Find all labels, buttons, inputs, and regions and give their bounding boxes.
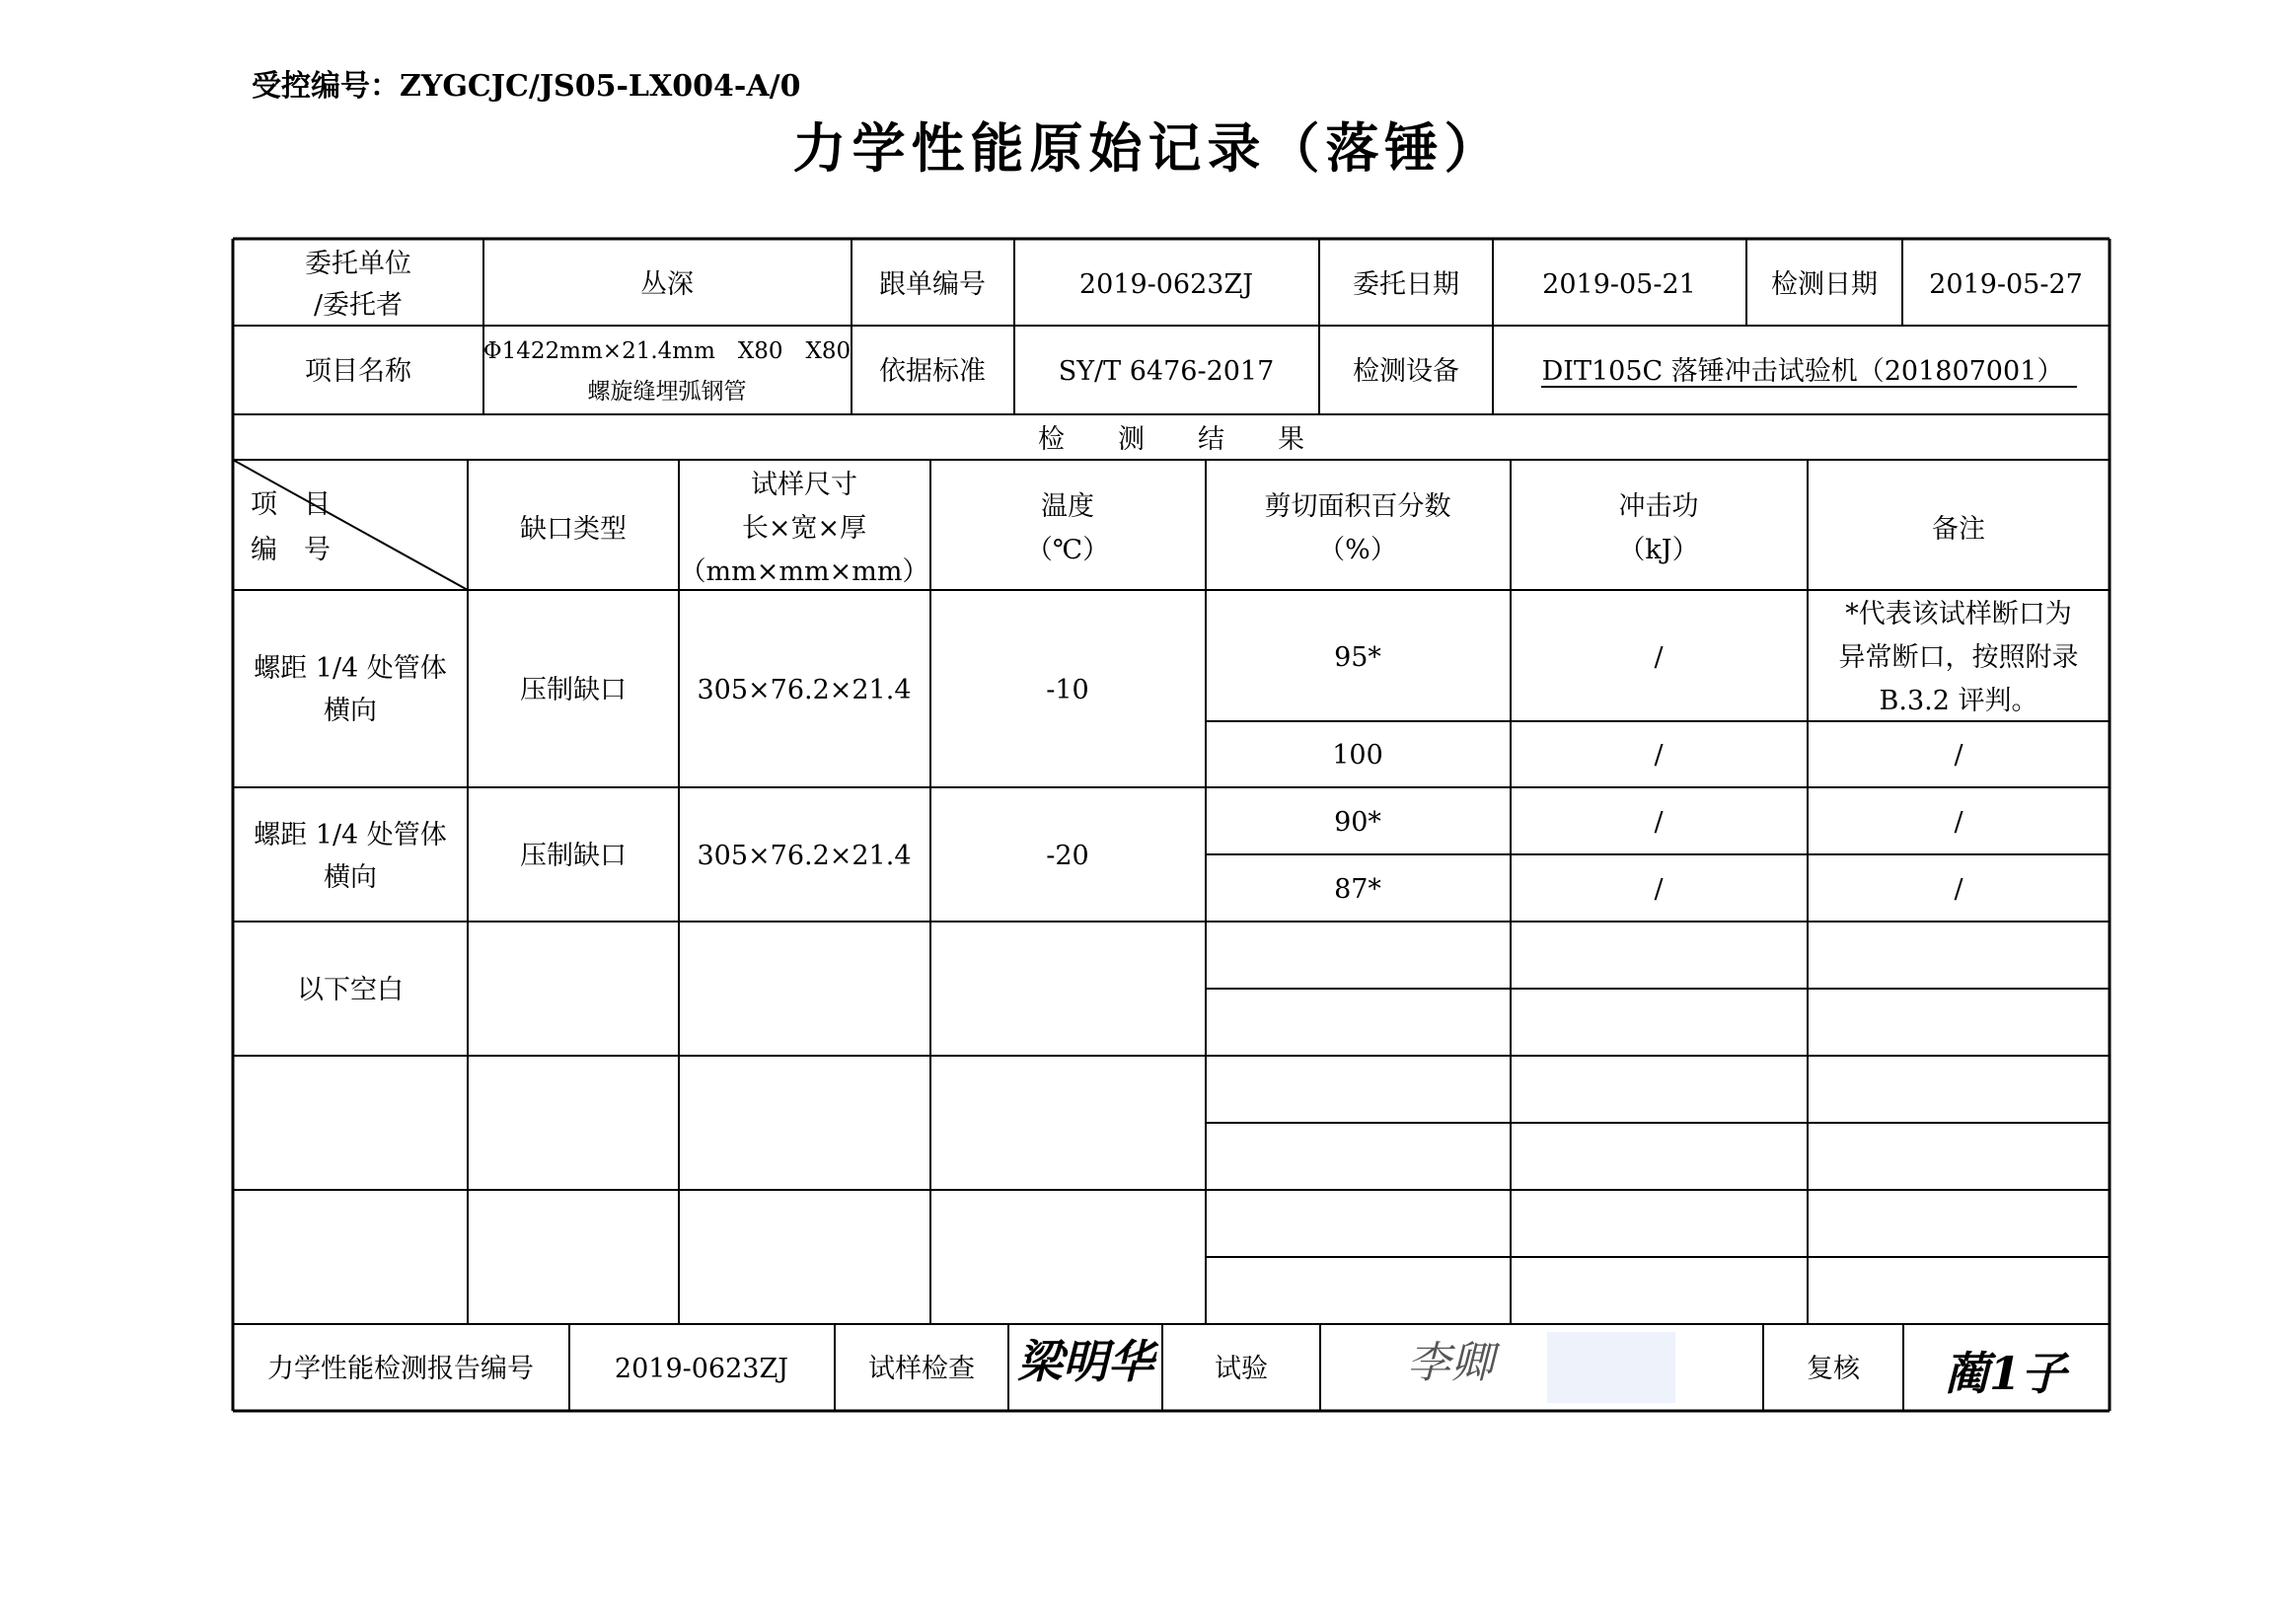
col-size-line1: 试样尺寸 [751, 470, 857, 500]
group2-row1-shear: 90* [1334, 807, 1381, 838]
col-shear-line2: （%） [1318, 535, 1397, 565]
project-line1: Φ1422mm×21.4mm X80 X80 [482, 338, 852, 364]
col-energy-line1: 冲击功 [1618, 491, 1699, 522]
project-line2: 螺旋缝埋弧钢管 [587, 379, 747, 405]
group1-row2-energy: / [1654, 740, 1664, 771]
test-signature: 李卿 [1407, 1338, 1494, 1388]
standard-label: 依据标准 [879, 356, 986, 387]
col-size-line3: （mm×mm×mm） [679, 556, 929, 587]
group2-row1-energy: / [1654, 807, 1664, 838]
col-remarks: 备注 [1932, 514, 1985, 545]
corner-item-label: 项 目 [251, 489, 331, 520]
equipment-label: 检测设备 [1353, 356, 1459, 387]
control-number: 受控编号：ZYGCJC/JS05-LX004-A/0 [252, 69, 801, 104]
sample-check-label: 试样检查 [868, 1354, 975, 1384]
col-notch-type: 缺口类型 [520, 514, 627, 545]
group2-row2-energy: / [1654, 874, 1664, 905]
tracking-no-label: 跟单编号 [879, 269, 986, 300]
group2-row1-remark: / [1954, 807, 1963, 838]
equipment-value: DIT105C 落锤冲击试验机（201807001） [1541, 356, 2064, 387]
client-label-line2: /委托者 [313, 290, 404, 321]
sample-check-signature: 梁明华 [1017, 1335, 1153, 1388]
col-shear-line1: 剪切面积百分数 [1264, 491, 1451, 522]
group1-row1-remark-line2: 异常断口，按照附录 [1838, 642, 2079, 673]
report-no-value: 2019-0623ZJ [614, 1354, 789, 1384]
test-label: 试验 [1215, 1354, 1268, 1384]
test-date-value: 2019-05-27 [1929, 269, 2083, 300]
col-temp-line2: （℃） [1025, 535, 1110, 565]
col-temp-line1: 温度 [1041, 491, 1094, 522]
redaction-box [1547, 1332, 1675, 1403]
client-label-line1: 委托单位 [305, 249, 411, 279]
project-label: 项目名称 [305, 356, 411, 387]
group2-notch: 压制缺口 [520, 841, 627, 871]
tracking-no-value: 2019-0623ZJ [1078, 269, 1254, 300]
group1-row1-remark-line3: B.3.2 评判。 [1879, 686, 2038, 716]
review-signature: 蔺1子 [1943, 1347, 2067, 1400]
client-value: 丛深 [640, 269, 694, 300]
corner-number-label: 编 号 [251, 535, 331, 565]
group1-row1-remark-line1: *代表该试样断口为 [1845, 599, 2072, 629]
report-no-label: 力学性能检测报告编号 [267, 1354, 534, 1384]
group1-notch: 压制缺口 [520, 675, 627, 705]
group1-row1-energy: / [1654, 642, 1664, 673]
group2-temp: -20 [1046, 841, 1089, 871]
results-title: 检 测 结 果 [1038, 424, 1304, 455]
blank-note: 以下空白 [297, 975, 404, 1005]
group1-item-line1: 螺距 1/4 处管体 [254, 653, 447, 684]
test-date-label: 检测日期 [1771, 269, 1878, 300]
group1-item-line2: 横向 [324, 696, 377, 726]
table-grid [233, 239, 2110, 1411]
group1-row1-shear: 95* [1334, 642, 1381, 673]
group1-size: 305×76.2×21.4 [697, 675, 912, 705]
col-energy-line2: （kJ） [1618, 535, 1699, 565]
commission-date-label: 委托日期 [1353, 269, 1459, 300]
group2-item-line2: 横向 [324, 862, 377, 893]
group2-size: 305×76.2×21.4 [697, 841, 912, 871]
review-label: 复核 [1807, 1354, 1860, 1384]
group1-temp: -10 [1046, 675, 1089, 705]
group1-row2-remark: / [1954, 740, 1963, 771]
group2-row2-remark: / [1954, 874, 1963, 905]
document-title: 力学性能原始记录（落锤） [792, 116, 1504, 180]
standard-value: SY/T 6476-2017 [1058, 356, 1275, 387]
col-size-line2: 长×宽×厚 [741, 513, 867, 544]
commission-date-value: 2019-05-21 [1542, 269, 1696, 300]
group2-item-line1: 螺距 1/4 处管体 [254, 820, 447, 850]
group2-row2-shear: 87* [1334, 874, 1381, 905]
group1-row2-shear: 100 [1332, 740, 1383, 771]
